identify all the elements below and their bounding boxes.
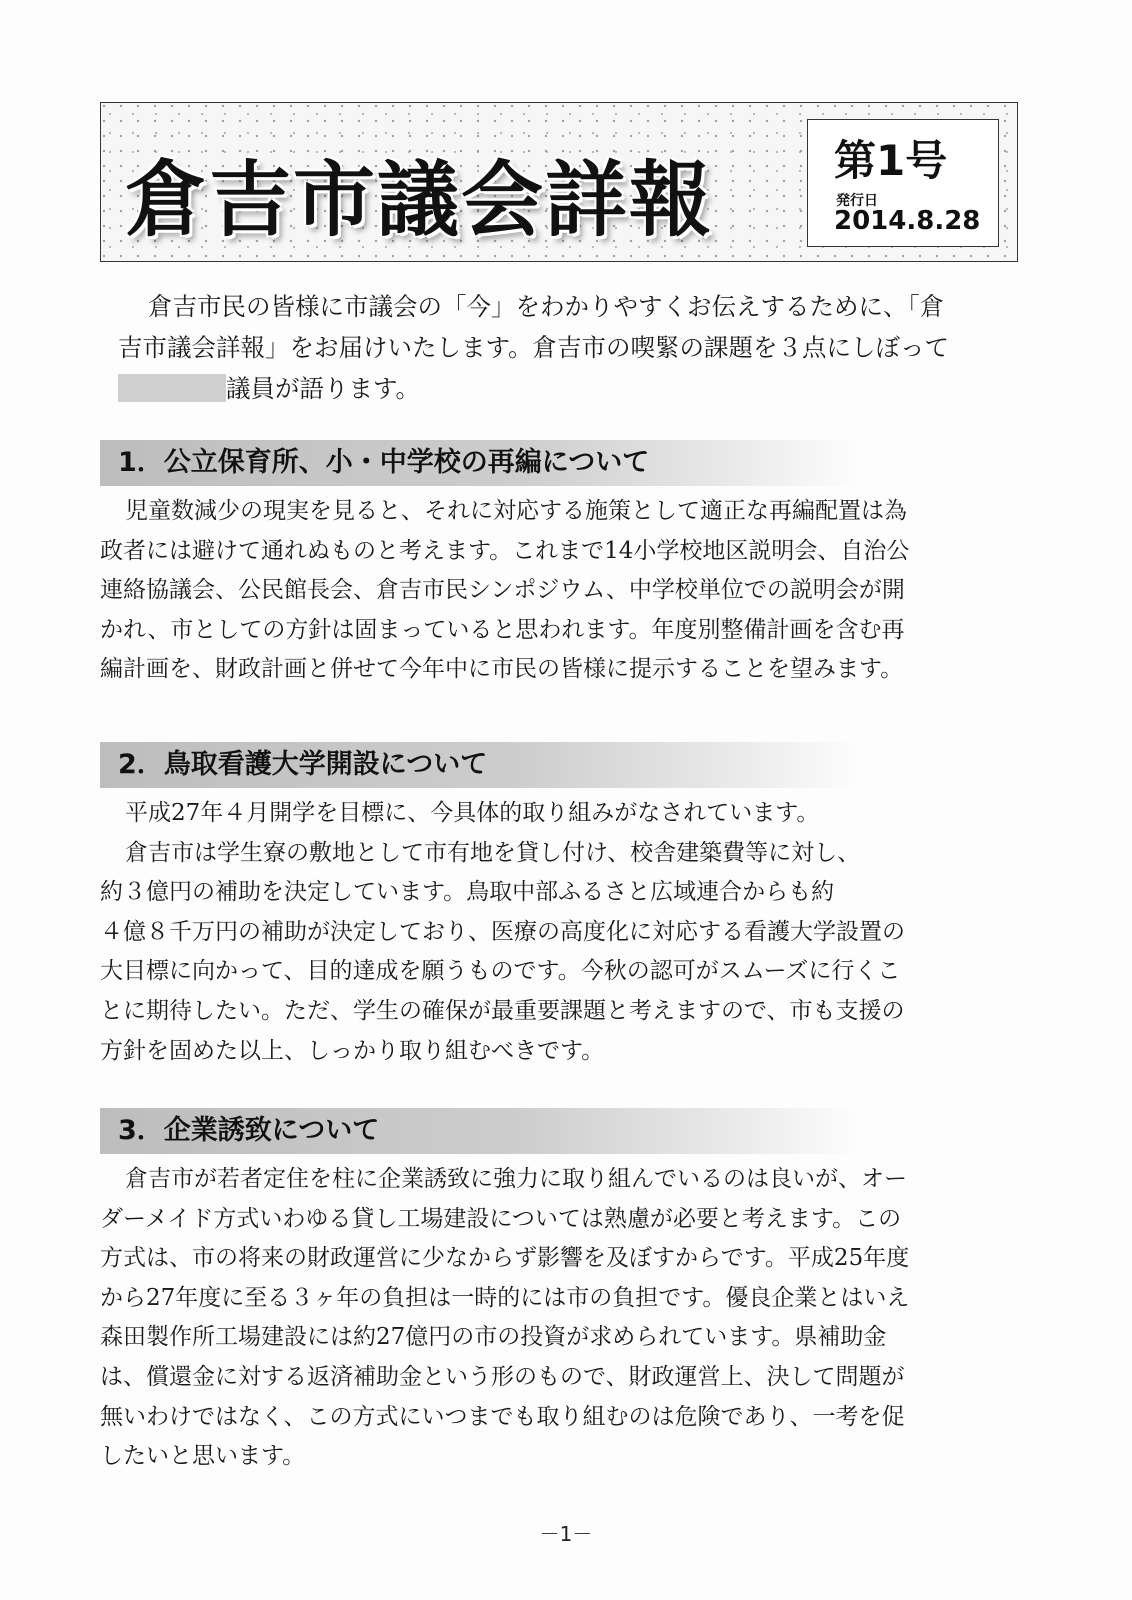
intro-line: 吉市議会詳報」をお届けいたします。倉吉市の喫緊の課題を３点にしぼって — [118, 333, 950, 362]
section-2-line: 倉吉市は学生寮の敷地として市有地を貸し付け、校舎建築費等に対し、 — [125, 839, 861, 866]
section-3-line: から27年度に至る３ヶ年の負担は一時的には市の負担です。優良企業とはいえ — [100, 1284, 910, 1311]
section-2-heading: 2．鳥取看護大学開設について — [100, 742, 860, 788]
intro-line: 倉吉市民の皆様に市議会の「今」をわかりやすくお伝えするために、「倉 — [148, 292, 945, 321]
section-1-line: 児童数減少の現実を見ると、それに対応する施策として適正な再編配置は為 — [125, 498, 907, 524]
intro-line-text: 議員が語ります。 — [226, 374, 421, 403]
issue-number: 第1号 — [834, 136, 948, 185]
section-3-line: したいと思います。 — [100, 1443, 306, 1470]
section-3-line: 無いわけではなく、この方式にいつまでも取り組むのは危険であり、一考を促 — [100, 1403, 905, 1430]
section-1-line: 編計画を、財政計画と併せて今年中に市民の皆様に提示することを望みます。 — [100, 656, 904, 683]
section-3-heading: 3．企業誘致について — [100, 1108, 860, 1154]
newsletter-title: 倉吉市議会詳報 — [125, 152, 714, 248]
section-1-body — [100, 492, 1000, 690]
issue-date: 2014.8.28 — [834, 206, 981, 236]
section-3-body — [100, 1160, 1000, 1477]
intro-line-with-redaction — [118, 368, 1002, 409]
masthead — [100, 102, 1018, 262]
issue-date-label: 発行日 — [836, 193, 878, 209]
section-1-line: 連絡協議会、公民館長会、倉吉市民シンポジウム、中学校単位での説明会が開 — [100, 577, 905, 604]
redacted-name — [118, 374, 226, 402]
intro-paragraph — [118, 286, 1002, 409]
page-number: －1－ — [539, 1522, 593, 1546]
section-2-line: ４億８千万円の補助が決定しており、医療の高度化に対応する看護大学設置の — [100, 918, 905, 945]
section-2-line: 平成27年４月開学を目標に、今具体的取り組みがなされています。 — [125, 800, 820, 826]
section-2-body — [100, 794, 1000, 1071]
section-2-line: 方針を固めた以上、しっかり取り組むべきです。 — [100, 1037, 605, 1064]
section-3-line: ダーメイド方式いわゆる貸し工場建設については熟慮が必要と考えます。この — [100, 1205, 902, 1232]
section-2-line: 大目標に向かって、目的達成を願うものです。今秋の認可がスムーズに行くこ — [100, 958, 901, 985]
section-1-line: かれ、市としての方針は固まっていると思われます。年度別整備計画を含む再 — [100, 616, 905, 643]
section-3-line: 倉吉市が若者定住を柱に企業誘致に強力に取り組んでいるのは良いが、オー — [125, 1166, 907, 1192]
section-3-line: 森田製作所工場建設には約27億円の市の投資が求められています。県補助金 — [100, 1324, 887, 1351]
section-3-line: 方式は、市の将来の財政運営に少なからず影響を及ぼすからです。平成25年度 — [100, 1245, 910, 1272]
section-2-line: 約３億円の補助を決定しています。鳥取中部ふるさと広域連合からも約 — [100, 879, 835, 906]
section-2-line: とに期待したい。ただ、学生の確保が最重要課題と考えますので、市も支援の — [100, 997, 905, 1024]
section-1-line: 政者には避けて通れぬものと考えます。これまで14小学校地区説明会、自治公 — [100, 537, 910, 564]
section-1-heading: 1．公立保育所、小・中学校の再編について — [100, 440, 860, 486]
section-3-line: は、償還金に対する返済補助金という形のもので、財政運営上、決して問題が — [100, 1363, 905, 1390]
issue-box — [807, 119, 999, 247]
